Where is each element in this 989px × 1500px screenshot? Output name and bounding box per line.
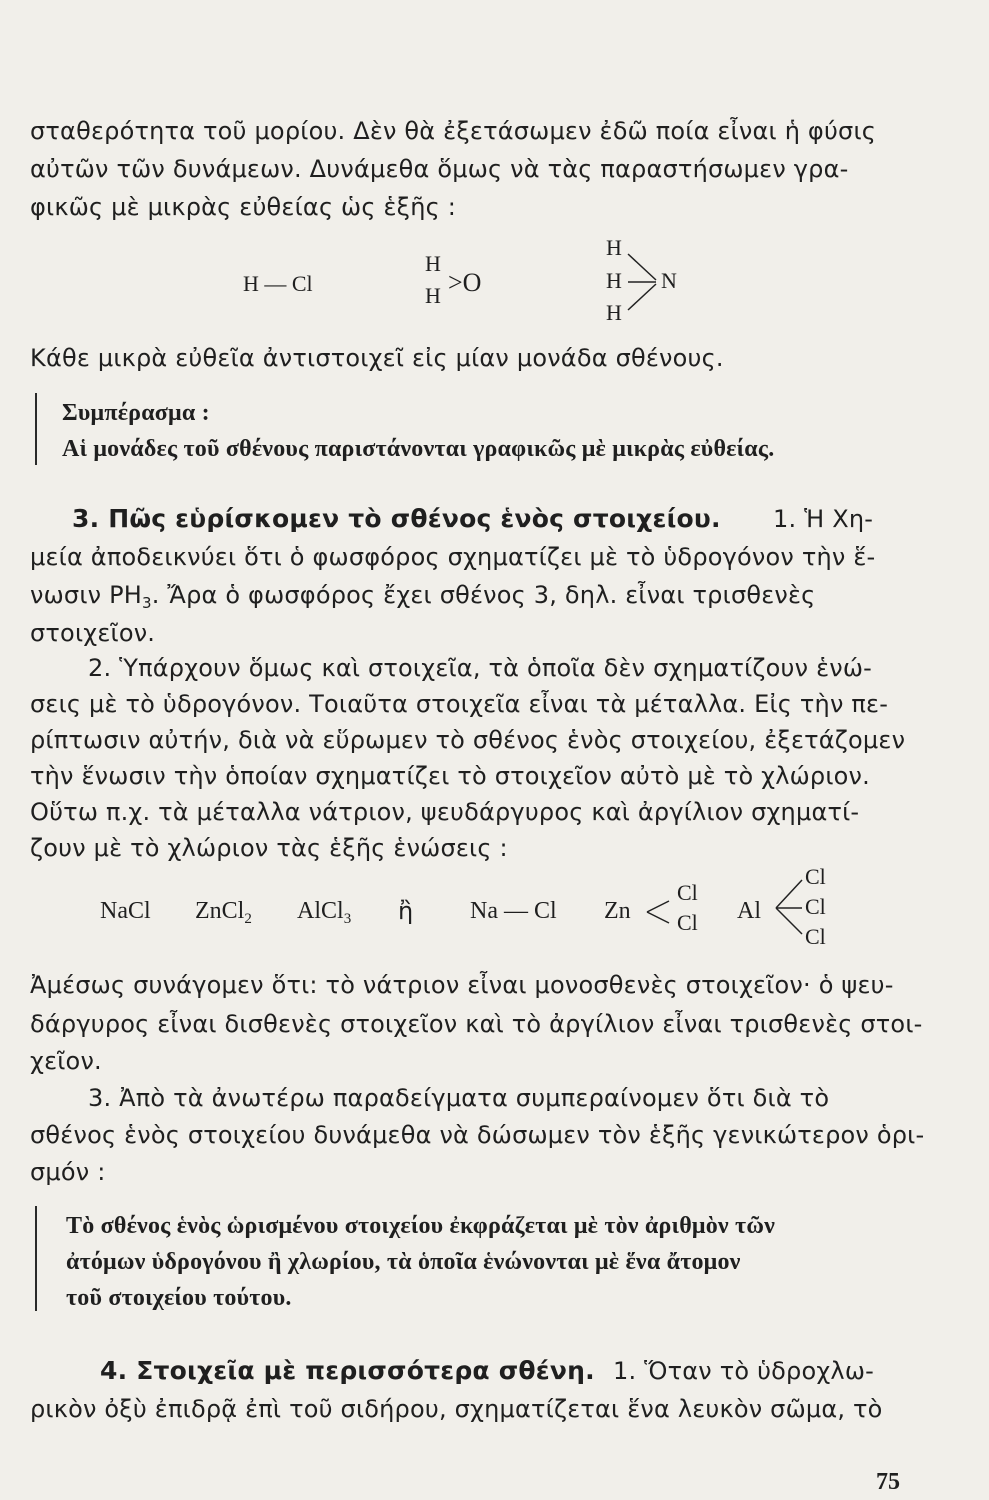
- text-line: Κάθε μικρὰ εὐθεῖα ἀντιστοιχεῖ εἰς μίαν μονάδα σθένους.: [30, 344, 724, 372]
- text-line: σθένος ἑνὸς στοιχείου δυνάμεθα νὰ δώσωμεν τὸν ἑξῆς γενικώτερον ὁρι-: [30, 1121, 925, 1149]
- definition-line: τοῦ στοιχείου τούτου.: [66, 1285, 292, 1311]
- text-line: ζουν μὲ τὸ χλώριον τὰς ἑξῆς ἑνώσεις :: [30, 834, 508, 862]
- section-heading: 3. Πῶς εὑρίσκομεν τὸ σθένος ἑνὸς στοιχείου.: [72, 504, 721, 533]
- text-line: χεῖον.: [30, 1047, 102, 1075]
- text-line: σταθερότητα τοῦ μορίου. Δὲν θὰ ἐξετάσωμεν ἐδῶ ποία εἶναι ἡ φύσις: [30, 117, 877, 145]
- margin-rule: [35, 393, 37, 465]
- text-line: σμόν :: [30, 1158, 106, 1186]
- conclusion-label: Συμπέρασμα :: [62, 400, 210, 426]
- text-line: Οὕτω π.χ. τὰ μέταλλα νάτριον, ψευδάργυρος καὶ ἀργίλιον σχηματί-: [30, 798, 860, 826]
- textbook-page: σταθερότητα τοῦ μορίου. Δὲν θὰ ἐξετάσωμεν ἐδῶ ποία εἶναι ἡ φύσις αὐτῶν τῶν δυνάμεων. Δυνάμεθα ὅμως νὰ τὰς παραστήσωμεν γρα- φικῶς μὲ μικρὰς εὐθείας ὡς ἑξῆς : H — Cl H H >O H H H N Κάθε μικρὰ εὐθεῖα ἀντιστοιχεῖ εἰς μίαν μονάδα σθένους. Συμπέρασμα : Αἱ μονάδες τοῦ σθένους παριστάνονται γραφικῶς μὲ μικρὰς εὐθείας. 3. Πῶς εὑρίσκομεν τὸ σθένος ἑνὸς στοιχείου. 1. Ἡ Χη- μεία ἀποδεικνύει ὅτι ὁ φωσφόρος σχηματίζει μὲ τὸ ὑδρογόνον τὴν ἕ- νωσιν $PH_3$. Ἄρα ὁ φωσφόρος ἔχει σθένος 3, δηλ. εἶναι τρισθενὲς στοιχεῖον. 2. Ὑπάρχουν ὅμως καὶ στοιχεῖα, τὰ ὁποῖα δὲν σχηματίζουν ἑνώ- σεις μὲ τὸ ὑδρογόνον. Τοιαῦτα στοιχεῖα εἶναι τὰ μέταλλα. Εἰς τὴν πε- ρίπτωσιν αὐτήν, διὰ νὰ εὕρωμεν τὸ σθένος ἑνὸς στοιχείου, ἐξετάζομεν τὴν ἕνωσιν τὴν ὁποίαν σχηματίζει τὸ στοιχεῖον αὐτὸ μὲ τὸ χλώριον. Οὕτω π.χ. τὰ μέταλλα νάτριον, ψευδάργυρος καὶ ἀργίλιον σχηματί- ζουν μὲ τὸ χλώριον τὰς ἑξῆς ἑνώσεις : NaCl ZnCl$_2$ AlCl$_3$ ἢ Na — Cl Zn Cl Cl Al Cl Cl Cl Ἀμέσως συνάγομεν ὅτι: τὸ νάτριον εἶναι μονοσθενὲς στοιχεῖον· ὁ ψευ- δάργυρος εἶναι δισθενὲς στοιχεῖον καὶ τὸ ἀργίλιον εἶναι τρισθενὲς στοι- χεῖον. 3. Ἀπὸ τὰ ἀνωτέρω παραδείγματα συμπεραίνομεν ὅτι διὰ τὸ σθένος ἑνὸς στοιχείου δυνάμεθα νὰ δώσωμεν τὸν ἑξῆς γενικώτερον ὁρι- σμόν : Τὸ σθένος ἑνὸς ὡρισμένου στοιχείου ἐκφράζεται μὲ τὸν ἀριθμὸν τῶν ἀτόμων ὑδρογόνου ἢ χλωρίου, τὰ ὁποῖα ἑνώνονται μὲ ἕνα ἄτομον τοῦ στοιχείου τούτου. 4. Στοιχεῖα μὲ περισσότερα σθένη. 1. Ὅταν τὸ ὑδροχλω- ρικὸν ὀξὺ ἐπιδρᾷ ἐπὶ τοῦ σιδήρου, σχηματίζεται ἕνα λευκὸν σῶμα, τὸ 75: [30, 117, 925, 1495]
- bond-lines: [772, 874, 806, 938]
- text-line: ρικὸν ὀξὺ ἐπιδρᾷ ἐπὶ τοῦ σιδήρου, σχηματίζεται ἕνα λευκὸν σῶμα, τὸ: [30, 1395, 883, 1423]
- text-line: 2. Ὑπάρχουν ὅμως καὶ στοιχεῖα, τὰ ὁποῖα δὲν σχηματίζουν ἑνώ-: [88, 654, 873, 682]
- definition-line: Τὸ σθένος ἑνὸς ὡρισμένου στοιχείου ἐκφράζεται μὲ τὸν ἀριθμὸν τῶν: [66, 1213, 775, 1239]
- text-line: σεις μὲ τὸ ὑδρογόνον. Τοιαῦτα στοιχεῖα εἶναι τὰ μέταλλα. Εἰς τὴν πε-: [30, 690, 889, 718]
- text-line: στοιχεῖον.: [30, 619, 156, 647]
- text-line: ρίπτωσιν αὐτήν, διὰ νὰ εὕρωμεν τὸ σθένος ἑνὸς στοιχείου, ἐξετάζομεν: [30, 726, 906, 754]
- margin-rule: [35, 1206, 37, 1311]
- text-line: δάργυρος εἶναι δισθενὲς στοιχεῖον καὶ τὸ ἀργίλιον εἶναι τρισθενὲς στοι-: [30, 1010, 923, 1038]
- section-heading: 4. Στοιχεῖα μὲ περισσότερα σθένη.: [100, 1356, 595, 1385]
- definition-line: ἀτόμων ὑδρογόνου ἢ χλωρίου, τὰ ὁποῖα ἑνώνονται μὲ ἕνα ἄτομον: [66, 1249, 741, 1275]
- text-line: 1. Ὅταν τὸ ὑδροχλω-: [613, 1357, 874, 1385]
- text-line: φικῶς μὲ μικρὰς εὐθείας ὡς ἑξῆς :: [30, 193, 457, 221]
- text-line: Ἀμέσως συνάγομεν ὅτι: τὸ νάτριον εἶναι μονοσθενὲς στοιχεῖον· ὁ ψευ-: [30, 971, 894, 999]
- conclusion-text: Αἱ μονάδες τοῦ σθένους παριστάνονται γραφικῶς μὲ μικρὰς εὐθείας.: [62, 436, 775, 462]
- bond-lines: [622, 246, 662, 316]
- text-line: νωσιν $PH_3$. Ἄρα ὁ φωσφόρος ἔχει σθένος 3, δηλ. εἶναι τρισθενὲς: [30, 581, 816, 612]
- text-line: 1. Ἡ Χη-: [773, 505, 874, 533]
- text-line: τὴν ἕνωσιν τὴν ὁποίαν σχηματίζει τὸ στοιχεῖον αὐτὸ μὲ τὸ χλώριον.: [30, 762, 870, 790]
- bond-lines: [643, 897, 673, 927]
- text-line: αὐτῶν τῶν δυνάμεων. Δυνάμεθα ὅμως νὰ τὰς παραστήσωμεν γρα-: [30, 155, 849, 183]
- text-line: μεία ἀποδεικνύει ὅτι ὁ φωσφόρος σχηματίζει μὲ τὸ ὑδρογόνον τὴν ἕ-: [30, 543, 876, 571]
- text-line: 3. Ἀπὸ τὰ ἀνωτέρω παραδείγματα συμπεραίνομεν ὅτι διὰ τὸ: [88, 1084, 830, 1112]
- page-number: 75: [876, 1469, 900, 1495]
